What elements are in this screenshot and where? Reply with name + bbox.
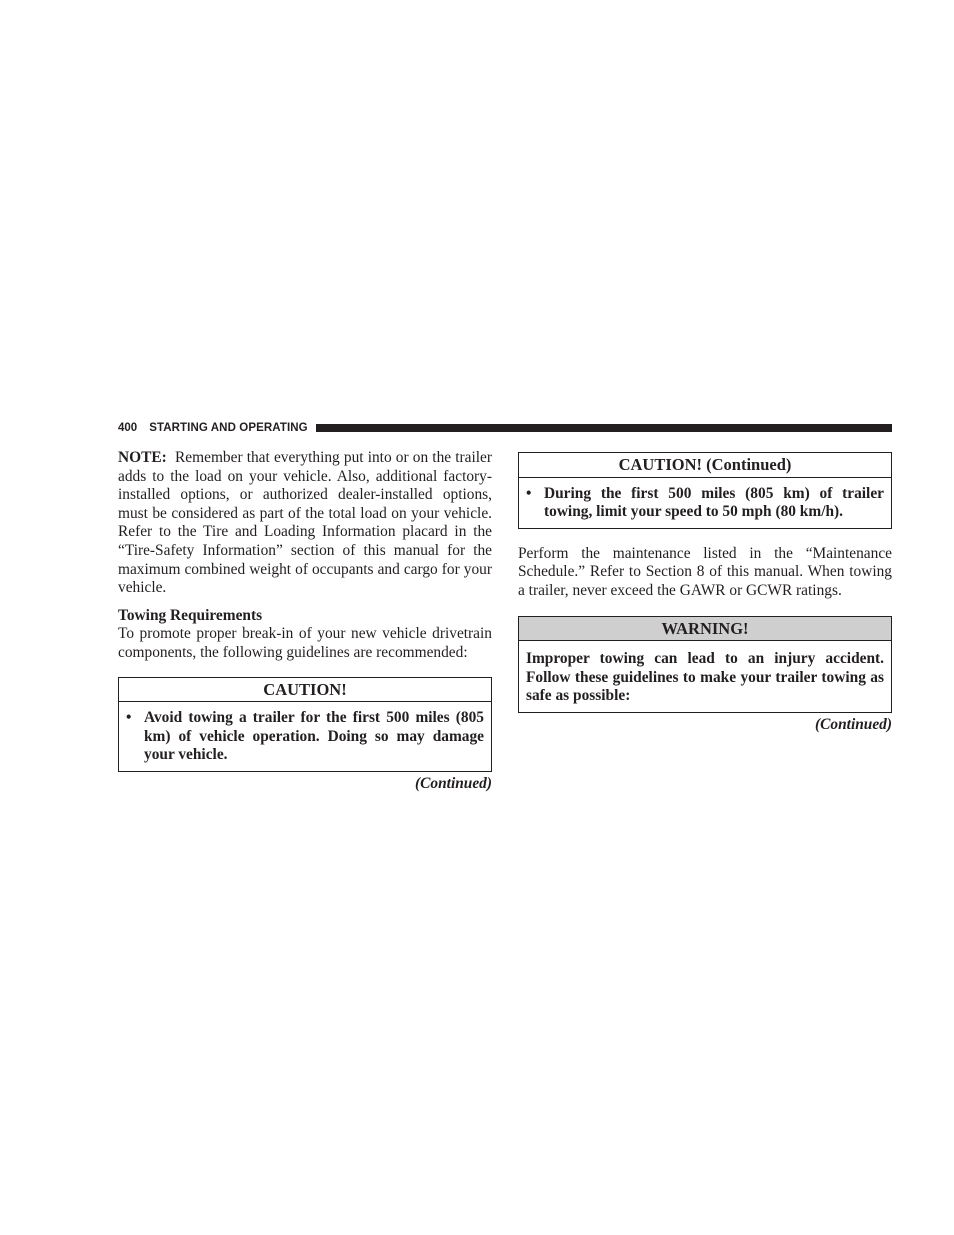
maintenance-paragraph: Perform the maintenance listed in the “Maintenance Schedule.” Refer to Section 8 of this manual. When towing a trailer, never exceed the GAWR or GCWR ratings.: [518, 544, 892, 599]
page-header: [118, 420, 892, 436]
section-title: STARTING AND OPERATING: [149, 422, 308, 434]
towing-requirements-heading: Towing Requirements: [118, 606, 263, 624]
left-column: [118, 449, 492, 794]
continued-label-right: (Continued): [815, 715, 892, 733]
caution-bullet-text: Avoid towing a trailer for the first 500 miles (805 km) of vehicle operation. Doing so may damage your vehicle.: [144, 709, 484, 764]
note-label: NOTE:: [118, 449, 167, 466]
bullet-icon: •: [126, 709, 132, 727]
caution-body: [119, 702, 491, 771]
caution-bullet-item: [126, 709, 484, 765]
bullet-icon: •: [526, 484, 532, 502]
warning-text: Improper towing can lead to an injury accident. Follow these guidelines to make your trailer towing as safe as possible:: [526, 650, 884, 705]
note-paragraph: [118, 449, 492, 598]
caution-continued-title: CAUTION! (Continued): [519, 453, 891, 478]
towing-intro-paragraph: To promote proper break-in of your new vehicle drivetrain components, the following guidelines are recommended:: [118, 625, 492, 661]
caution-title: CAUTION!: [119, 678, 491, 703]
caution-continued-body: [519, 478, 891, 528]
page-number: 400: [118, 422, 138, 434]
header-rule: [316, 424, 892, 432]
warning-box: [518, 616, 892, 713]
caution-continued-box: [518, 452, 892, 529]
warning-body: [519, 641, 891, 712]
caution-continued-bullet-item: [526, 485, 884, 522]
caution-continued-bullet-text: During the first 500 miles (805 km) of trailer towing, limit your speed to 50 mph (80 km/h).: [544, 484, 884, 521]
note-text: Remember that everything put into or on the trailer adds to the load on your vehicle. Also, additional factory-installed options, or authorized dealer-installed options, must be considered as part of the total load on your vehicle. Refer to the Tire and Loading Information placard in the “Tire-Safety Information” section of this manual for the maximum combined weight of occupants and cargo for your vehicle.: [118, 449, 492, 597]
right-column: [518, 452, 892, 735]
warning-title: WARNING!: [519, 617, 891, 642]
continued-label-left: (Continued): [415, 774, 492, 792]
caution-box: [118, 677, 492, 772]
